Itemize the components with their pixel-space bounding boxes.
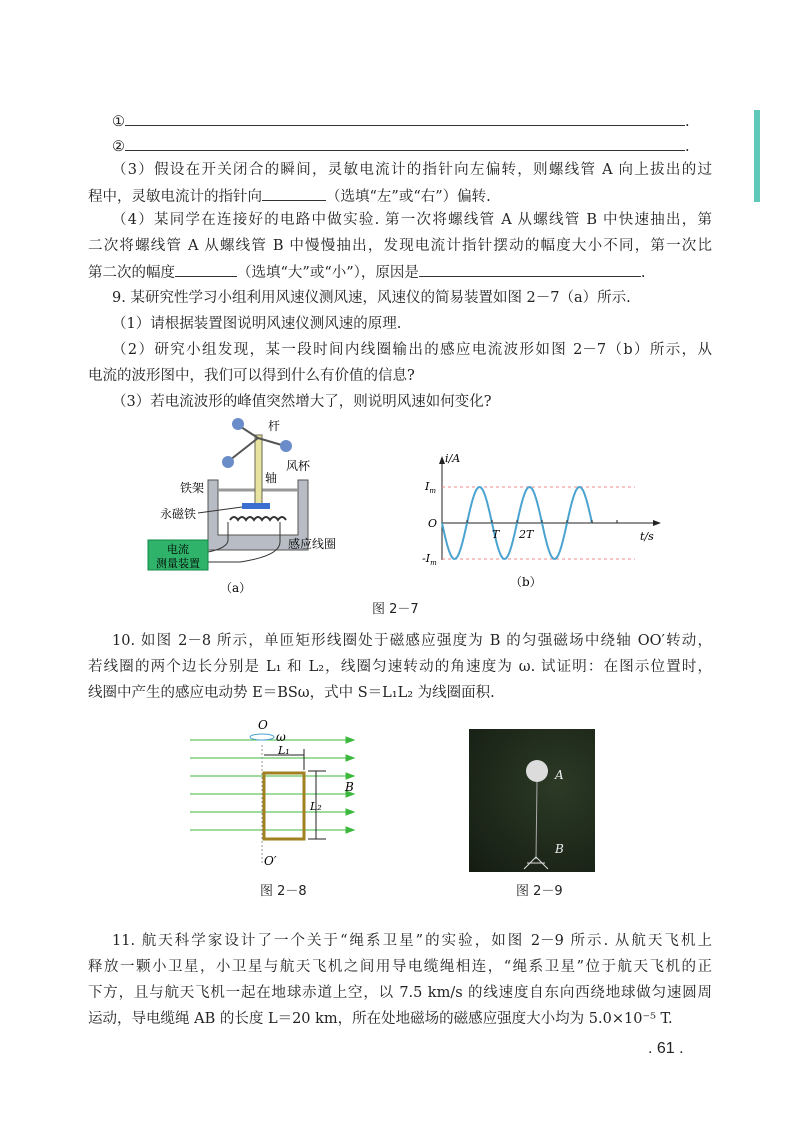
figure-2-9-caption: 图 2－9 (516, 884, 563, 899)
rotating-coil-diagram (190, 715, 370, 875)
field-arrow (346, 737, 354, 743)
q9-line5: （3）若电流波形的峰值突然增大了，则说明风速如何变化? (112, 394, 492, 410)
svg-text:2T: 2T (519, 528, 534, 541)
permanent-magnet (242, 503, 270, 509)
svg-text:O′: O′ (264, 854, 277, 868)
ymin-label: $-I_m$ (422, 552, 437, 567)
svg-text:感应线圈: 感应线圈 (288, 537, 337, 551)
induction-coil (230, 517, 286, 520)
q10-line3: 线圈中产生的感应电动势 E＝BSω，式中 S＝L₁L₂ 为线圈面积. (88, 685, 495, 701)
svg-text:ω: ω (276, 730, 286, 744)
magnetic-field-lines (190, 737, 354, 833)
q11-line3: 下方，且与航天飞机一起在地球赤道上空，以 7.5 km/s 的线速度自东向西绕地球做匀速圆周 (88, 985, 712, 1001)
side-tab-marker (754, 110, 760, 202)
q9-line4: 电流的波形图中，我们可以得到什么有价值的信息? (88, 368, 415, 384)
svg-text:B: B (555, 842, 564, 856)
anemometer-diagram (120, 410, 350, 600)
tether-cable (536, 782, 537, 859)
svg-text:O: O (428, 517, 438, 530)
answer-line-1: ① . (112, 111, 712, 132)
q10-line1: 10. 如图 2－8 所示，单匝矩形线圈处于磁感应强度为 B 的匀强磁场中绕轴 OO′转动， (112, 633, 712, 649)
page-number: . 61 . (648, 1040, 684, 1057)
q10-line2: 若线圈的两个边长分别是 L₁ 和 L₂，线圈匀速转动的角速度为 ω. 试证明：在图示位置时， (88, 659, 712, 675)
svg-text:（a）: （a） (220, 581, 252, 595)
answer-line-2: ② . (112, 136, 712, 157)
svg-text:O: O (258, 718, 268, 732)
current-waveform-chart (422, 450, 670, 590)
svg-text:T: T (492, 528, 500, 541)
q9-line2: （1）请根据装置图说明风速仪测风速的原理. (112, 316, 402, 332)
svg-text:L₂: L₂ (310, 800, 322, 813)
q8-part3-line1: （3）假设在开关闭合的瞬间，灵敏电流计的指针向左偏转，则螺线管 A 向上拔出的过 (112, 162, 712, 178)
svg-text:电流: 电流 (167, 543, 189, 556)
q11-line4: 运动，导电缆绳 AB 的长度 L＝20 km，所在处地磁场的磁感应强度大小均为 5.0×10⁻⁵ T. (88, 1011, 673, 1027)
svg-text:t/s: t/s (640, 530, 654, 543)
svg-text:风杯: 风杯 (286, 459, 311, 473)
field-arrow (346, 827, 354, 833)
field-arrow (346, 809, 354, 815)
svg-text:杆: 杆 (268, 419, 281, 433)
q9-line1: 9. 某研究性学习小组利用风速仪测风速，风速仪的简易装置如图 2－7（a）所示. (112, 290, 631, 306)
q8-part4-line1: （4）某同学在连接好的电路中做实验. 第一次将螺线管 A 从螺线管 B 中快速抽出，第 (112, 212, 712, 228)
svg-text:A: A (555, 768, 564, 782)
field-arrow (346, 755, 354, 761)
rectangular-coil (264, 773, 304, 839)
q11-line1: 11. 航天科学家设计了一个关于“绳系卫星”的实验，如图 2－9 所示. 从航天飞机上 (112, 933, 712, 949)
satellite-a (526, 760, 548, 782)
svg-text:永磁铁: 永磁铁 (160, 507, 197, 521)
svg-text:（b）: （b） (510, 575, 542, 589)
q8-part3-line2: 程中，灵敏电流计的指针向 （选填“左”或“右”）偏转. (88, 186, 712, 207)
q9-line3: （2）研究小组发现，某一段时间内线圈输出的感应电流波形如图 2－7（b）所示，从 (112, 342, 712, 358)
tethered-satellite-photo (469, 729, 595, 872)
svg-text:B: B (345, 780, 354, 794)
svg-text:铁架: 铁架 (180, 481, 205, 495)
field-arrow (346, 773, 354, 779)
figure-2-7-caption: 图 2－7 (372, 602, 419, 617)
ymax-label: $I_m$ (425, 480, 436, 495)
q8-part4-line2: 二次将螺线管 A 从螺线管 B 中慢慢抽出，发现电流计指针摆动的幅度大小不同，第一次比 (88, 238, 712, 254)
svg-text:i/A: i/A (445, 452, 461, 465)
svg-text:测量装置: 测量装置 (156, 557, 200, 570)
svg-text:轴: 轴 (265, 471, 278, 485)
svg-text:L₁: L₁ (278, 744, 290, 757)
q8-part4-line3: 第二次的幅度 （选填“大”或“小”），原因是 . (88, 262, 712, 283)
figure-2-8-caption: 图 2－8 (260, 884, 307, 899)
q11-line2: 释放一颗小卫星，小卫星与航天飞机之间用导电缆绳相连，“绳系卫星”位于航天飞机的正 (88, 959, 712, 975)
